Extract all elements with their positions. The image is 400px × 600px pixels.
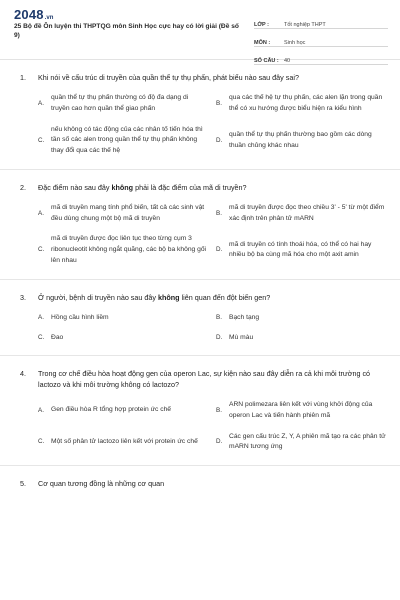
option-text: Hồng cầu hình liềm [51, 313, 109, 321]
option-letter: A. [38, 406, 44, 414]
question-stem [20, 280, 386, 303]
option-b[interactable] [216, 309, 386, 329]
answer-options [20, 390, 386, 459]
question-text [38, 182, 386, 193]
meta-value: Sinh học [284, 40, 306, 46]
option-text: quần thể tự thụ phấn thường có độ đa dạng di truyền cao hơn quần thể giao phấn [51, 94, 189, 112]
option-text: mã di truyền có tính thoái hóa, có thể có hai hay nhiều bộ ba cùng mã hóa cho một axit amin [229, 240, 372, 259]
document-title: 25 Bộ đề Ôn luyện thi THPTQG môn Sinh Học cực hay có lời giải (Đề số 9) [14, 23, 239, 39]
question-number: 4. [20, 368, 26, 378]
option-a[interactable] [38, 89, 208, 120]
option-d[interactable] [216, 428, 386, 459]
answer-options [20, 193, 386, 273]
option-text: Bạch tạng [229, 313, 260, 321]
option-letter: B. [216, 406, 222, 414]
option-text: nếu không có tác động của các nhân tố tiến hóa thì tần số các alen trong quần thể tự thụ phấn không thay đổi qua các thế hệ [51, 125, 203, 155]
question-1 [0, 60, 400, 170]
option-letter: C. [38, 438, 45, 446]
meta-label: SỐ CÂU : [254, 58, 279, 64]
meta-label: LỚP : [254, 22, 269, 28]
question-stem [20, 466, 386, 489]
option-letter: C. [38, 333, 45, 341]
option-b[interactable] [216, 89, 386, 120]
option-text: mã di truyền được đọc theo chiều 3' - 5' từ một điểm xác định trên phân tử mARN [229, 203, 385, 222]
question-text: Khi nói về cấu trúc di truyền của quần thể tự thụ phấn, phát biểu nào sau đây sai? [38, 73, 299, 82]
question-text-part: Ở người, bệnh di truyền nào sau đây [38, 292, 158, 302]
question-number: 1. [20, 73, 26, 82]
option-text: Các gen cấu trúc Z, Y, A phiên mã tạo ra các phân tử mARN tương ứng [229, 432, 386, 451]
option-letter: D. [216, 333, 223, 341]
question-text [38, 292, 386, 303]
meta-row-grade [254, 14, 388, 29]
question-4 [0, 356, 400, 466]
question-number: 5. [20, 478, 26, 488]
option-b[interactable] [216, 396, 386, 427]
question-number: 3. [20, 292, 26, 302]
option-letter: B. [216, 209, 222, 217]
meta-label: MÔN : [254, 40, 271, 46]
option-letter: C. [38, 136, 45, 144]
option-a[interactable] [38, 199, 208, 230]
option-d[interactable] [216, 230, 386, 272]
meta-value: Tốt nghiệp THPT [284, 22, 326, 28]
option-c[interactable] [38, 428, 208, 459]
question-text: Trong cơ chế điều hòa hoạt động gen của operon Lac, sự kiện nào sau đây diễn ra cả khi môi trường có lactozo và khi môi trường không có lactozo? [38, 368, 371, 389]
option-letter: D. [216, 136, 223, 144]
question-keyword: không [157, 292, 180, 302]
option-c[interactable] [38, 329, 208, 349]
option-text: qua các thế hệ tự thụ phấn, các alen lặn trong quần thể có xu hướng được biểu hiện ra kiểu hình [229, 94, 383, 112]
question-number: 2. [20, 182, 26, 192]
question-text-part: phải là đặc điểm của mã di truyền? [133, 182, 247, 192]
question-text-part: Đặc điểm nào sau đây [38, 182, 112, 192]
option-text: ARN polimezara liên kết với vùng khởi động của operon Lac và tiến hành phiên mã [229, 401, 373, 419]
logo-text: 2048 [14, 7, 44, 22]
option-text: mã di truyền được đọc liên tục theo từng cụm 3 ribonucleotit không ngắt quãng, các bộ ba không gối lên nhau [51, 235, 207, 264]
page-header [0, 0, 400, 64]
option-text: Một số phân tử lactozo liên kết với protein ức chế [51, 437, 198, 445]
question-text-part: liên quan đến đột biến gen? [179, 292, 271, 302]
meta-value: 40 [284, 58, 291, 64]
question-keyword: không [111, 182, 134, 192]
option-letter: B. [216, 313, 222, 321]
option-letter: D. [216, 438, 223, 446]
option-letter: C. [38, 246, 45, 254]
question-3 [0, 280, 400, 356]
option-text: Đao [51, 333, 64, 341]
option-letter: A. [38, 313, 44, 321]
option-text: quần thể tự thụ phấn thường bao gồm các dòng thuần chủng khác nhau [229, 130, 372, 149]
option-letter: A. [38, 99, 44, 107]
question-5 [0, 466, 400, 489]
option-c[interactable] [38, 230, 208, 272]
option-a[interactable] [38, 396, 208, 427]
option-a[interactable] [38, 309, 208, 329]
answer-options [20, 83, 386, 163]
meta-row-subject [254, 32, 388, 47]
option-d[interactable] [216, 121, 386, 163]
option-letter: A. [38, 209, 44, 217]
option-d[interactable] [216, 329, 386, 349]
question-stem [20, 356, 386, 390]
option-letter: D. [216, 246, 223, 254]
question-2 [0, 170, 400, 280]
question-text: Cơ quan tương đồng là những cơ quan [38, 478, 165, 488]
question-stem [20, 60, 386, 83]
question-stem [20, 170, 386, 193]
answer-options [20, 303, 386, 349]
option-text: Mù màu [229, 333, 254, 341]
option-c[interactable] [38, 121, 208, 163]
option-letter: B. [216, 99, 222, 107]
logo-suffix: .vn [44, 15, 54, 21]
option-text: mã di truyền mang tính phổ biến, tất cả các sinh vật đều dùng chung một bộ mã di truyền [51, 203, 205, 222]
option-b[interactable] [216, 199, 386, 230]
option-text: Gen điều hòa R tổng hợp protein ức chế [51, 406, 172, 414]
question-list [0, 60, 400, 489]
